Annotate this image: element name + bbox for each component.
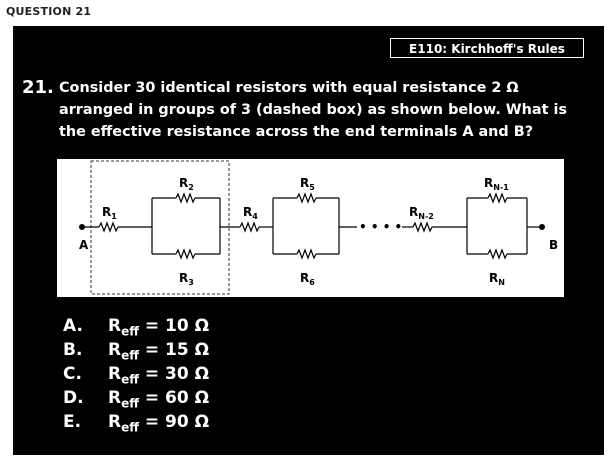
circuit-diagram xyxy=(57,159,564,297)
label-r5: $R_5$ xyxy=(300,176,315,192)
option-letter: E. xyxy=(63,412,82,432)
resistor-r6 xyxy=(297,250,316,258)
continuation-dots: • • • • xyxy=(359,220,403,234)
resistor-r4 xyxy=(240,223,259,231)
option-letter: D. xyxy=(63,388,84,408)
terminal-b-label: B xyxy=(549,238,559,252)
question-number: 21. xyxy=(22,77,54,98)
resistor-r2 xyxy=(176,194,195,202)
label-rn: $R_N$ xyxy=(489,271,505,287)
resistor-rn-1 xyxy=(488,194,507,202)
option-letter: C. xyxy=(63,364,82,384)
question-text: Consider 30 identical resistors with equal resistance 2 Ω arranged in groups of 3 (dashed box) as shown below. What is the effective resistance across the end terminals A and B? xyxy=(59,80,568,140)
resistor-rn-2 xyxy=(413,223,432,231)
option-expression: $R_{eff} = 60$ Ω xyxy=(108,388,210,411)
option-expression: $R_{eff} = 10$ Ω xyxy=(108,316,210,339)
resistor-r5 xyxy=(297,194,316,202)
label-r3: $R_3$ xyxy=(179,271,194,287)
option-expression: $R_{eff} = 30$ Ω xyxy=(108,364,210,387)
question-label: QUESTION 21 xyxy=(6,5,92,18)
resistor-r3 xyxy=(176,250,195,258)
resistor-rn xyxy=(488,250,507,258)
option-letter: A. xyxy=(63,316,83,336)
label-r1: $R_1$ xyxy=(102,205,117,221)
circuit-svg xyxy=(57,159,564,297)
option-expression: $R_{eff} = 90$ Ω xyxy=(108,412,210,435)
topic-tag: E110: Kirchhoff's Rules xyxy=(390,38,584,58)
label-rn-2: $R_{N-2}$ xyxy=(409,205,434,221)
label-rn-1: $R_{N-1}$ xyxy=(484,176,509,192)
terminal-a-label: A xyxy=(79,238,89,252)
resistor-r1 xyxy=(99,223,118,231)
label-r4: $R_4$ xyxy=(243,205,258,221)
option-expression: $R_{eff} = 15$ Ω xyxy=(108,340,210,363)
label-r6: $R_6$ xyxy=(300,271,315,287)
option-letter: B. xyxy=(63,340,83,360)
terminal-b-node xyxy=(539,224,545,230)
label-r2: $R_2$ xyxy=(179,176,194,192)
question-slide xyxy=(13,26,604,455)
